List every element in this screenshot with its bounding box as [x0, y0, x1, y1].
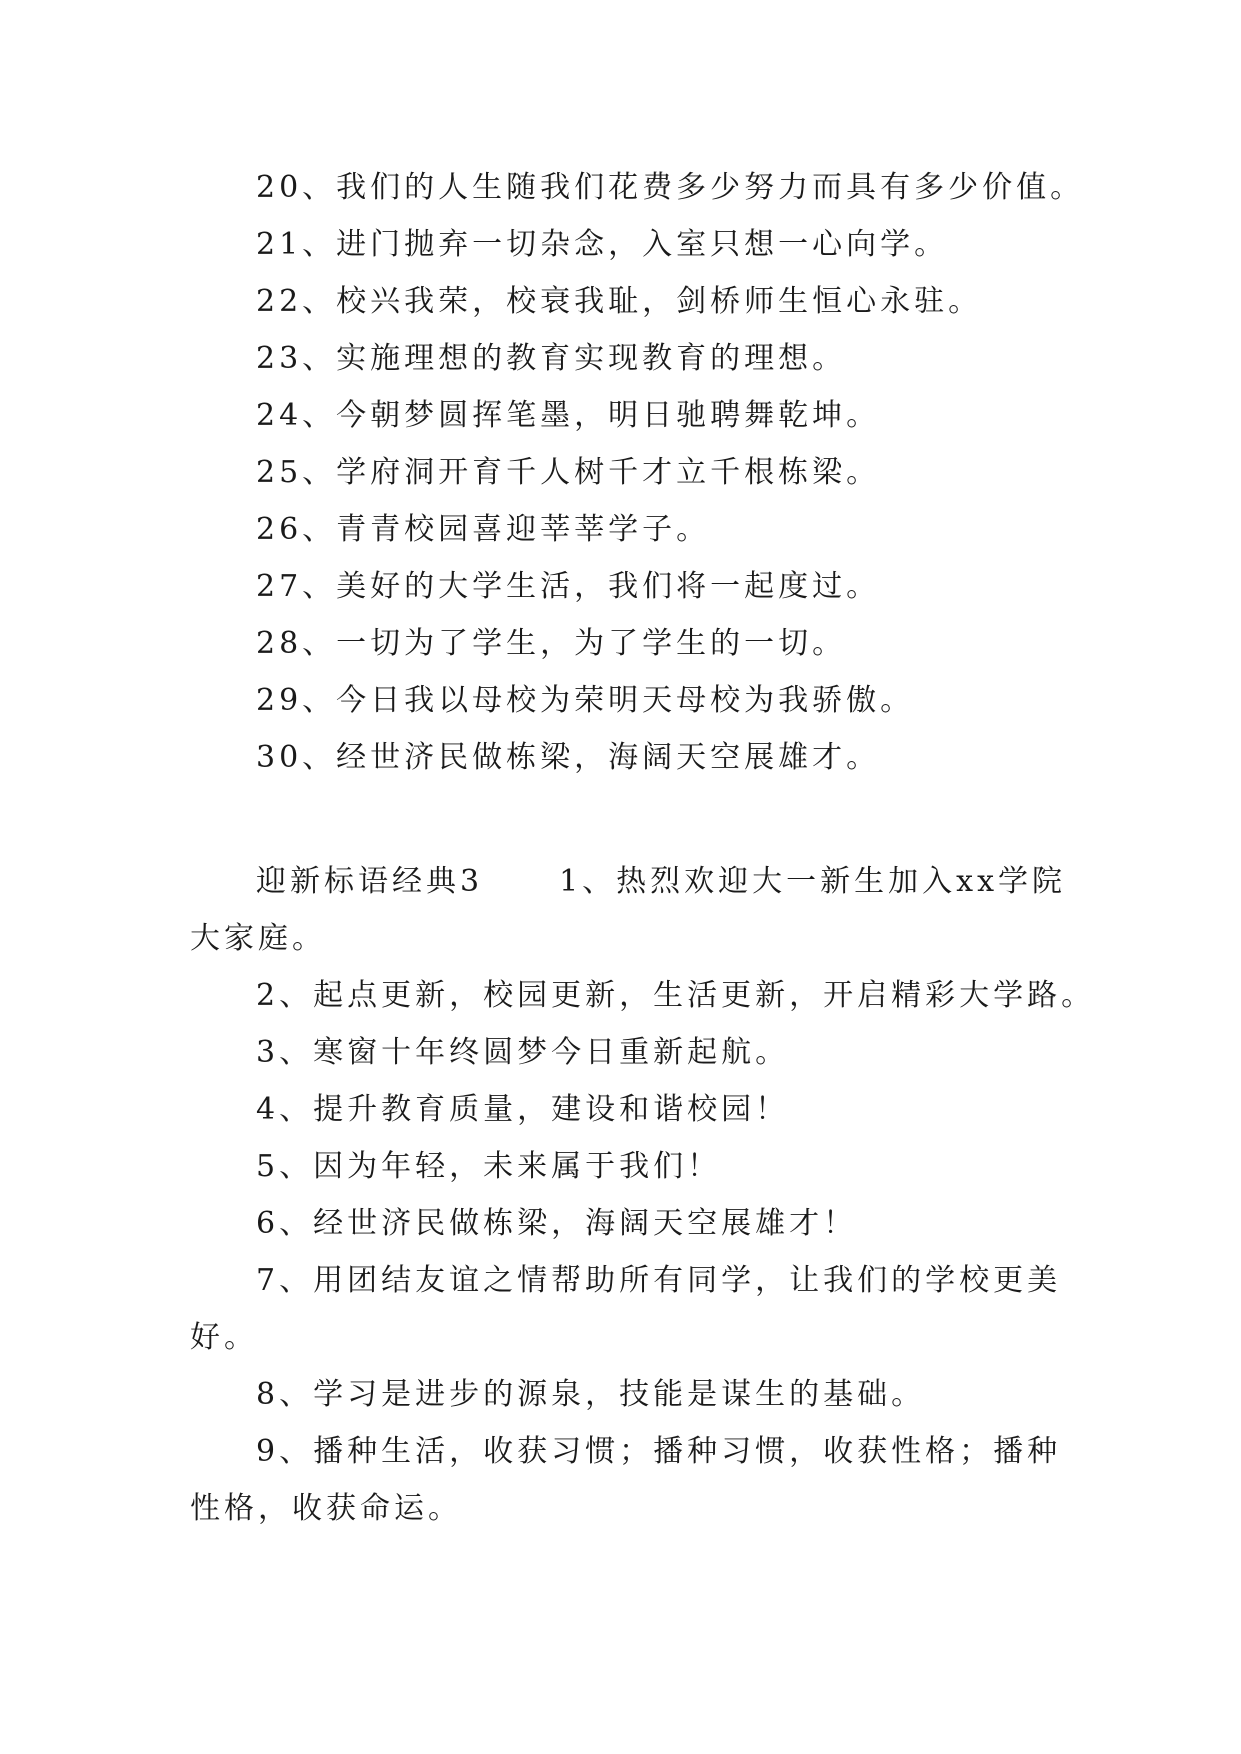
slogan-29: 29、今日我以母校为荣明天母校为我骄傲。 [256, 683, 915, 718]
slogan-28: 28、一切为了学生，为了学生的一切。 [256, 626, 847, 661]
slogan-23: 23、实施理想的教育实现教育的理想。 [256, 341, 847, 376]
slogan-5: 5、因为年轻，未来属于我们！ [256, 1149, 722, 1184]
slogan-27: 27、美好的大学生活，我们将一起度过。 [256, 569, 881, 604]
slogan-9-end: 性格，收获命运。 [190, 1491, 462, 1526]
slogan-2: 2、起点更新，校园更新，生活更新，开启精彩大学路。 [256, 978, 1096, 1013]
slogan-1-end: 大家庭。 [190, 921, 326, 956]
slogan-9-start: 9、播种生活，收获习惯；播种习惯，收获性格；播种 [256, 1434, 1062, 1469]
slogan-3: 3、寒窗十年终圆梦今日重新起航。 [256, 1035, 790, 1070]
slogan-22: 22、校兴我荣，校衰我耻，剑桥师生恒心永驻。 [256, 284, 983, 319]
slogan-6: 6、经世济民做栋梁，海阔天空展雄才！ [256, 1206, 858, 1241]
section-heading-line [256, 862, 1066, 902]
section-heading: 迎新标语经典3 [256, 864, 484, 899]
slogan-30: 30、经世济民做栋梁，海阔天空展雄才。 [256, 740, 881, 775]
slogan-1-start: 1、热烈欢迎大一新生加入xx学院 [559, 864, 1067, 899]
slogan-4: 4、提升教育质量，建设和谐校园！ [256, 1092, 790, 1127]
slogan-25: 25、学府洞开育千人树千才立千根栋梁。 [256, 455, 881, 490]
slogan-24: 24、今朝梦圆挥笔墨，明日驰聘舞乾坤。 [256, 398, 881, 433]
slogan-26: 26、青青校园喜迎莘莘学子。 [256, 512, 711, 547]
slogan-20: 20、我们的人生随我们花费多少努力而具有多少价值。 [256, 170, 1085, 205]
slogan-21: 21、进门抛弃一切杂念，入室只想一心向学。 [256, 227, 949, 262]
slogan-7-end: 好。 [190, 1320, 258, 1355]
slogan-8: 8、学习是进步的源泉，技能是谋生的基础。 [256, 1377, 926, 1412]
slogan-7-start: 7、用团结友谊之情帮助所有同学，让我们的学校更美 [256, 1263, 1062, 1298]
